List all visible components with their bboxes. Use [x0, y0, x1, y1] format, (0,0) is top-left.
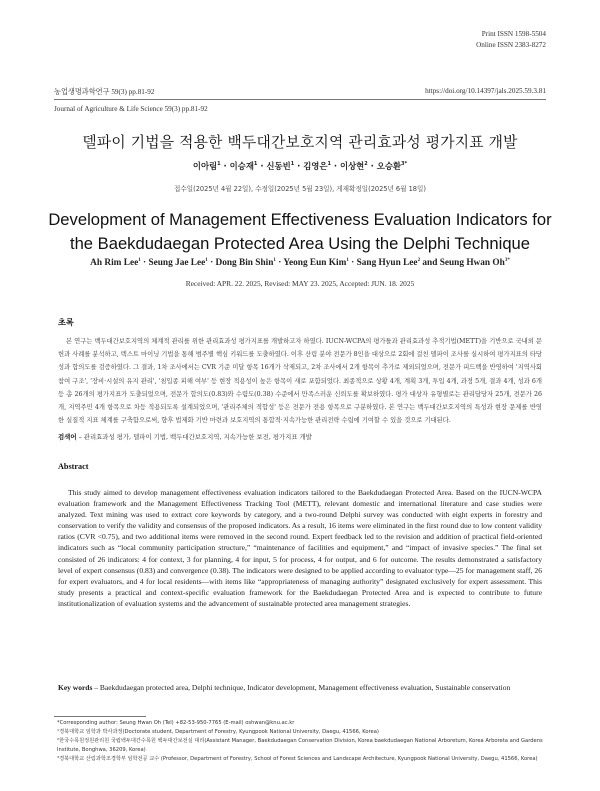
author-en-name: Yeong Eun Kim	[283, 258, 347, 268]
author-kr-name: 이상현	[339, 161, 365, 171]
author-en-name: Seung Hwan Oh	[439, 258, 505, 268]
author-kr-name: 김영은	[303, 161, 328, 171]
author-en-name: Seung Jae Lee	[148, 258, 206, 268]
author-en-affiliation-mark: 1	[273, 257, 276, 263]
author-en-affiliation-mark: 3*	[504, 257, 510, 263]
abstract-english-body: This study aimed to develop management effectiveness evaluation indicators tailored to the Baekdudaegan Protected Area. Based on the IUCN-WCPA evaluation framework and the Management Effectiveness Tracking Tool (METT), relevant domestic and international literature and case studies were analyzed. Text mining was used to extract core keywords by category, and a two-round Delphi survey was conducted with eight experts in forestry and conservation to verify the validity and consensus of the proposed indicators. As a result, 16 items were eliminated in the first round due to low content validity ratios (CVR <0.75), and two additional items were removed in the second round. Expert feedback led to the revision and addition of practical field-oriented indicators such as “local community participation structure,” “maintenance of facilities and equipment,” and “impact of invasive species.” The final set consisted of 26 indicators: 4 for context, 3 for planning, 4 for input, 5 for process, 4 for output, and 6 for outcome. The results demonstrated a satisfactory level of expert consensus (0.83) and convergence (0.38). The indicators were designed to be applied according to evaluator type—25 for management staff, 26 for expert evaluators, and 4 for local residents—with items like “appropriateness of managing authority” designated exclusively for expert assessment. This study presents a practical and context-specific evaluation framework for the Baekdudaegan Protected Area and is expected to contribute to future institutionalization of evaluation systems and the advancement of sustainable protected area management strategies.	[58, 488, 542, 608]
author-kr-separator: ·	[257, 161, 267, 171]
keywords-korean-list: – 관리효과성 평가, 델파이 기법, 백두대간보호지역, 지속가능한 보전, 평가지표 개발	[76, 433, 312, 441]
author-kr-separator: ·	[330, 161, 340, 171]
author-en-affiliation-mark: 1	[138, 257, 141, 263]
footnote-rule	[54, 716, 146, 717]
title-korean: 델파이 기법을 적용한 백두대간보호지역 관리효과성 평가지표 개발	[82, 134, 518, 151]
author-kr-separator: ·	[294, 161, 304, 171]
author-en-separator: ·	[348, 258, 357, 268]
author-en-affiliation-mark: 1	[346, 257, 349, 263]
footnote-1: ¹경북대학교 임학과 박사과정(Doctorate student, Department of Forestry, Kyungpook National University, Daegu, 41566, Korea)	[57, 729, 379, 736]
doi-link[interactable]: https://doi.org/10.14397/jals.2025.59.3.81	[425, 87, 546, 95]
author-kr-affiliation-mark: 2	[364, 161, 368, 168]
author-en-affiliation-mark: 2	[417, 257, 421, 263]
author-en-name: Sang Hyun Lee	[356, 258, 418, 268]
dates-english: Received: APR. 22. 2025, Revised: MAY 23. 2025, Accepted: JUN. 18. 2025	[185, 279, 415, 288]
author-kr-affiliation-mark: 1	[327, 161, 331, 168]
author-kr-separator: ·	[220, 161, 230, 171]
abstract-korean-body: 본 연구는 백두대간보호지역의 체계적 관리를 위한 관리효과성 평가지표를 개발하고자 하였다. IUCN-WCPA의 평가틀과 관리효과성 추적기법(METT)을 기반으로 국내외 문헌과 사례를 분석하고, 텍스트 마이닝 기법을 통해 범주별 핵심 키워드를 도출하였다. 이후 산림 분야 전문가 8인을 대상으로 2회에 걸친 델파이 조사를 실시하여 평가지표의 타당성과 합의도를 검증하였다. 그 결과, 1차 조사에서는 CVR 기준 미달 항목 16개가 삭제되고, 2차 조사에서 2개 항목이 추가로 제외되었으며, 전문가 피드백을 반영하여 '지역사회 참여 구조', '장비·시설의 유지 관리', '침입종 피해 여부' 등 현장 적용성이 높은 항목이 새로 포함되었다. 최종적으로 상황 4개, 계획 3개, 투입 4개, 과정 5개, 결과 4개, 성과 6개 등 총 26개의 평가지표가 도출되었으며, 전문가 합의도(0.83)와 수렴도(0.38) 수준에서 만족스러운 신뢰도를 확보하였다. 평가 대상자 유형별로는 관리담당자 25개, 전문가 26개, 지역주민 4개 항목으로 차등 적용되도록 설계되었으며, '관리주체의 적합성' 등은 전문가 전용 항목으로 구분하였다. 본 연구는 백두대간보호지역의 특성과 현장 문제를 반영한 실질적 지표 체계를 구축함으로써, 향후 법제화 기반 마련과 보호지역의 통합적·지속가능한 관리전략 수립에 기여할 수 있을 것으로 기대된다.	[58, 338, 542, 425]
author-en-separator: ·	[140, 258, 149, 268]
author-kr-affiliation-mark: 1	[217, 161, 221, 168]
author-kr-name: 이승재	[229, 161, 254, 171]
online-issn: Online ISSN 2383-8272	[476, 41, 546, 49]
author-en-affiliation-mark: 1	[205, 257, 208, 263]
authors-english	[0, 258, 600, 268]
header-rule	[54, 99, 546, 100]
print-issn: Print ISSN 1598-5504	[481, 30, 546, 38]
footnote-corresponding: *Corresponding author: Seung Hwan Oh (Tel) +82-53-950-7765 (E-mail) oshwan@knu.ac.kr	[57, 720, 295, 726]
author-en-separator: and	[420, 258, 440, 268]
author-en-name: Dong Bin Shin	[215, 258, 274, 268]
keywords-korean	[58, 432, 542, 441]
footnotes	[57, 719, 545, 764]
author-kr-affiliation-mark: 3*	[401, 161, 408, 168]
author-en-separator: ·	[275, 258, 284, 268]
author-kr-separator: ·	[367, 161, 377, 171]
author-kr-affiliation-mark: 1	[253, 161, 258, 168]
abstract-korean-heading: 초록	[58, 317, 74, 327]
author-kr-name: 이아림	[192, 161, 218, 171]
author-kr-name: 신동빈	[266, 161, 291, 171]
dates-korean: 접수일(2025년 4월 22일), 수정일(2025년 5월 23일), 게재확정일(2025년 6월 18일)	[174, 185, 426, 193]
author-en-separator: ·	[207, 258, 216, 268]
keywords-english	[58, 683, 542, 692]
title-english-line-1: Development of Management Effectiveness Evaluation Indicators for	[48, 210, 552, 229]
keywords-korean-label: 검색어	[58, 433, 77, 441]
title-english-line-2: the Baekdudaegan Protected Area Using the Delphi Technique	[69, 234, 531, 253]
keywords-english-list: – Baekdudaegan protected area, Delphi technique, Indicator development, Management effectiveness evaluation, Sustainable conservation	[92, 683, 511, 692]
journal-citation-en: Journal of Agriculture & Life Science 59(3) pp.81-92	[54, 105, 208, 113]
keywords-english-label: Key words	[58, 683, 93, 692]
author-en-name: Ah Rim Lee	[90, 258, 139, 268]
footnote-2: ²한국수목원정원관리원 국립백두대간수목원 백두대간보전실 대리(Assistant Manager, Baekdudaegan Conservation Division, Korea baekdudaegan National Arboretum, Korea Arboreta and Gardens Institute, Bonghwa, 36209, Korea)	[57, 738, 543, 754]
authors-korean	[0, 160, 600, 172]
journal-citation-kr: 농업생명과학연구 59(3) pp.81-92	[54, 88, 155, 96]
issn-block	[476, 29, 546, 51]
title-english	[0, 208, 600, 256]
author-kr-affiliation-mark: 1	[290, 161, 295, 168]
footnote-3: ³경북대학교 산림과학조경학부 임학전공 교수 (Professor, Department of Forestry, School of Forest Sciences and Landscape Architecture, Kyungpook National University, Daegu, 41566, Korea)	[57, 756, 538, 763]
abstract-english-heading: Abstract	[58, 462, 89, 471]
author-kr-name: 오승환	[376, 161, 402, 171]
